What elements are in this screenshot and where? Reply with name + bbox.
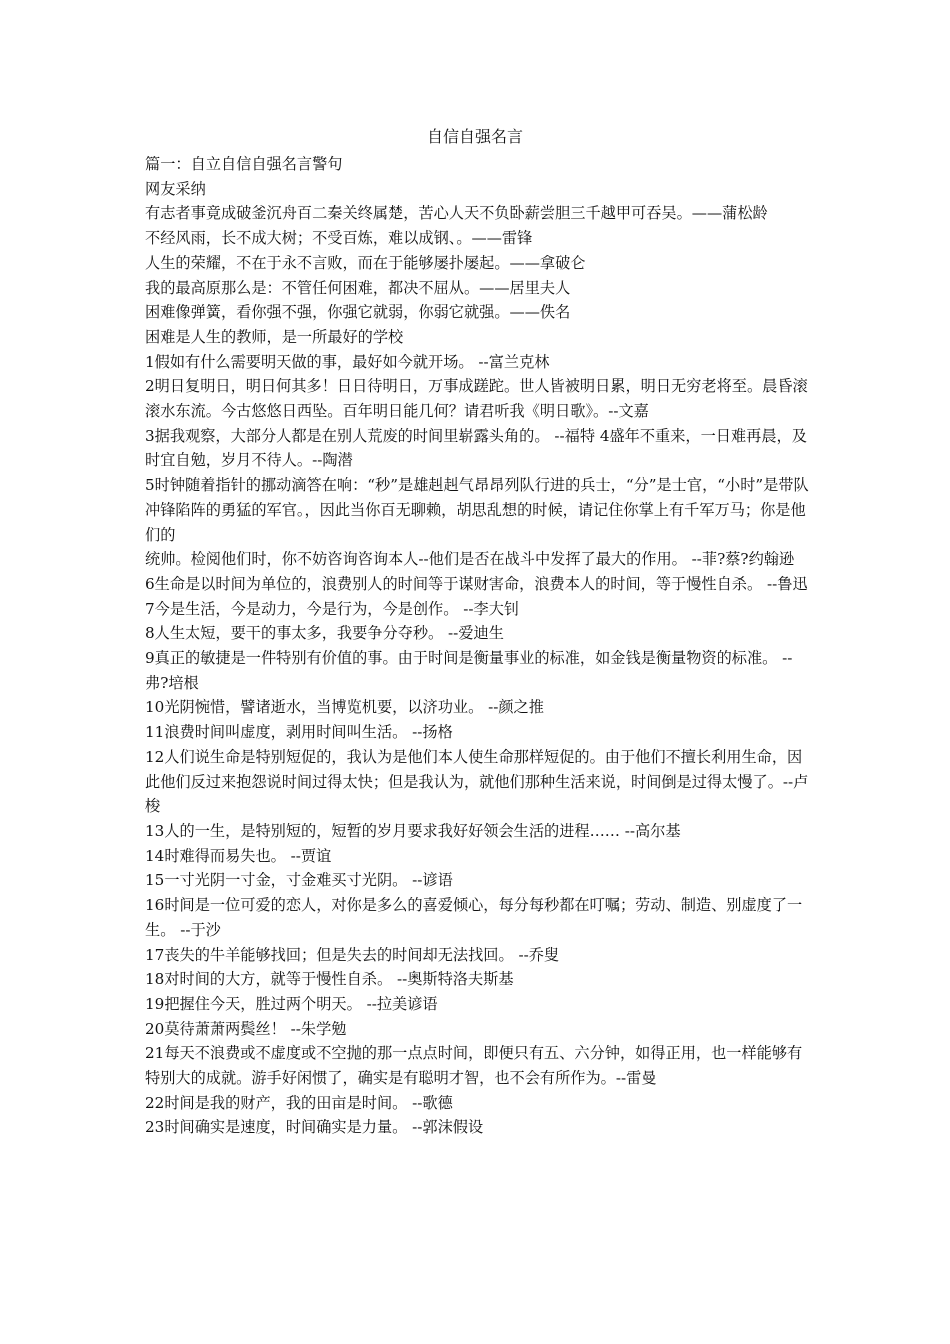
body-line: 3据我观察，大部分人都是在别人荒废的时间里崭露头角的。 --福特 4盛年不重来，一日难再晨，及时宜自勉，岁月不待人。--陶潜	[145, 426, 807, 470]
body-line: 有志者事竟成破釜沉舟百二秦关终属楚，苦心人天不负卧薪尝胆三千越甲可吞吴。——蒲松龄	[145, 204, 768, 223]
body-line: 9真正的敏捷是一件特别有价值的事。由于时间是衡量事业的标准，如金钱是衡量物资的标准。 --弗?培根	[145, 649, 793, 692]
body-line: 15一寸光阴一寸金，寸金难买寸光阴。 --谚语	[145, 871, 453, 890]
body-line: 16时间是一位可爱的恋人，对你是多么的喜爱倾心，每分每秒都在叮嘱；劳动、制造、别虚度了一生。 --于沙	[145, 896, 803, 939]
body-line: 17丧失的牛羊能够找回；但是失去的时间却无法找回。 --乔叟	[145, 945, 560, 964]
body-line: 23时间确实是速度，时间确实是力量。 --郭沫假设	[145, 1118, 484, 1137]
body-line: 困难是人生的教师，是一所最好的学校	[145, 327, 404, 346]
body-line: 18对时间的大方，就等于慢性自杀。 --奥斯特洛夫斯基	[145, 970, 514, 989]
body-line: 19把握住今天，胜过两个明天。 --拉美谚语	[145, 994, 438, 1013]
body-line: 不经风雨，长不成大树；不受百炼，难以成钢、。——雷锋	[145, 229, 533, 248]
body-line: 7今是生活，今是动力，今是行为，今是创作。 --李大钊	[145, 599, 520, 618]
body-line: 13人的一生，是特别短的，短暂的岁月要求我好好领会生活的进程…… --高尔基	[145, 821, 681, 840]
body-line: 20莫待萧萧两鬓丝！ --朱学勉	[145, 1019, 347, 1038]
body-line: 21每天不浪费或不虚度或不空抛的那一点点时间，即便只有五、六分钟，如得正用，也一样能够有特别大的成就。游手好闲惯了，确实是有聪明才智，也不会有所作为。--雷曼	[145, 1044, 803, 1088]
body-line: 6生命是以时间为单位的，浪费别人的时间等于谋财害命，浪费本人的时间，等于慢性自杀。 --鲁迅	[145, 574, 808, 593]
body-line: 14时难得而易失也。 --贾谊	[145, 846, 332, 865]
body-line: 网友采纳	[145, 179, 206, 198]
body-line: 篇一：自立自信自强名言警句	[145, 155, 343, 173]
body-line: 我的最高原那么是：不管任何困难，都决不屈从。——居里夫人	[145, 278, 571, 297]
document-body	[145, 152, 811, 1140]
body-line: 困难像弹簧，看你强不强，你强它就弱，你弱它就强。——佚名	[145, 303, 571, 322]
body-line: 统帅。检阅他们时，你不妨咨询咨询本人--他们是否在战斗中发挥了最大的作用。 --菲?蔡?约翰逊	[145, 550, 795, 569]
body-line: 12人们说生命是特别短促的，我认为是他们本人使生命那样短促的。由于他们不擅长利用生命，因此他们反过来抱怨说时间过得太快；但是我认为，就他们那种生活来说，时间倒是过得太慢了。--卢梭	[145, 747, 809, 816]
document-title: 自信自强名言	[426, 127, 523, 146]
body-line: 22时间是我的财产，我的田亩是时间。 --歌德	[145, 1093, 453, 1112]
body-line: 2明日复明日，明日何其多！日日待明日，万事成蹉跎。世人皆被明日累，明日无穷老将至。晨昏滚滚水东流。今古悠悠日西坠。百年明日能几何？请君听我《明日歌》。--文嘉	[145, 377, 808, 421]
body-line: 8人生太短，要干的事太多，我要争分夺秒。 --爱迪生	[145, 624, 504, 643]
body-line: 1假如有什么需要明天做的事，最好如今就开场。 --富兰克林	[145, 352, 550, 371]
body-line: 5时钟随着指针的挪动滴答在响：“秒”是雄赳赳气昂昂列队行进的兵士，“分”是士官，“小时”是带队冲锋陷阵的勇猛的军官。，因此当你百无聊赖，胡思乱想的时候，请记住你掌上有千军万马；你是他们的	[145, 476, 809, 544]
body-line: 10光阴惋惜，譬诸逝水，当博览机要，以济功业。 --颜之推	[145, 698, 544, 717]
body-line: 人生的荣耀，不在于永不言败，而在于能够屡扑屡起。——拿破仑	[145, 253, 586, 272]
body-line: 11浪费时间叫虚度，剥用时间叫生活。 --扬格	[145, 723, 453, 742]
